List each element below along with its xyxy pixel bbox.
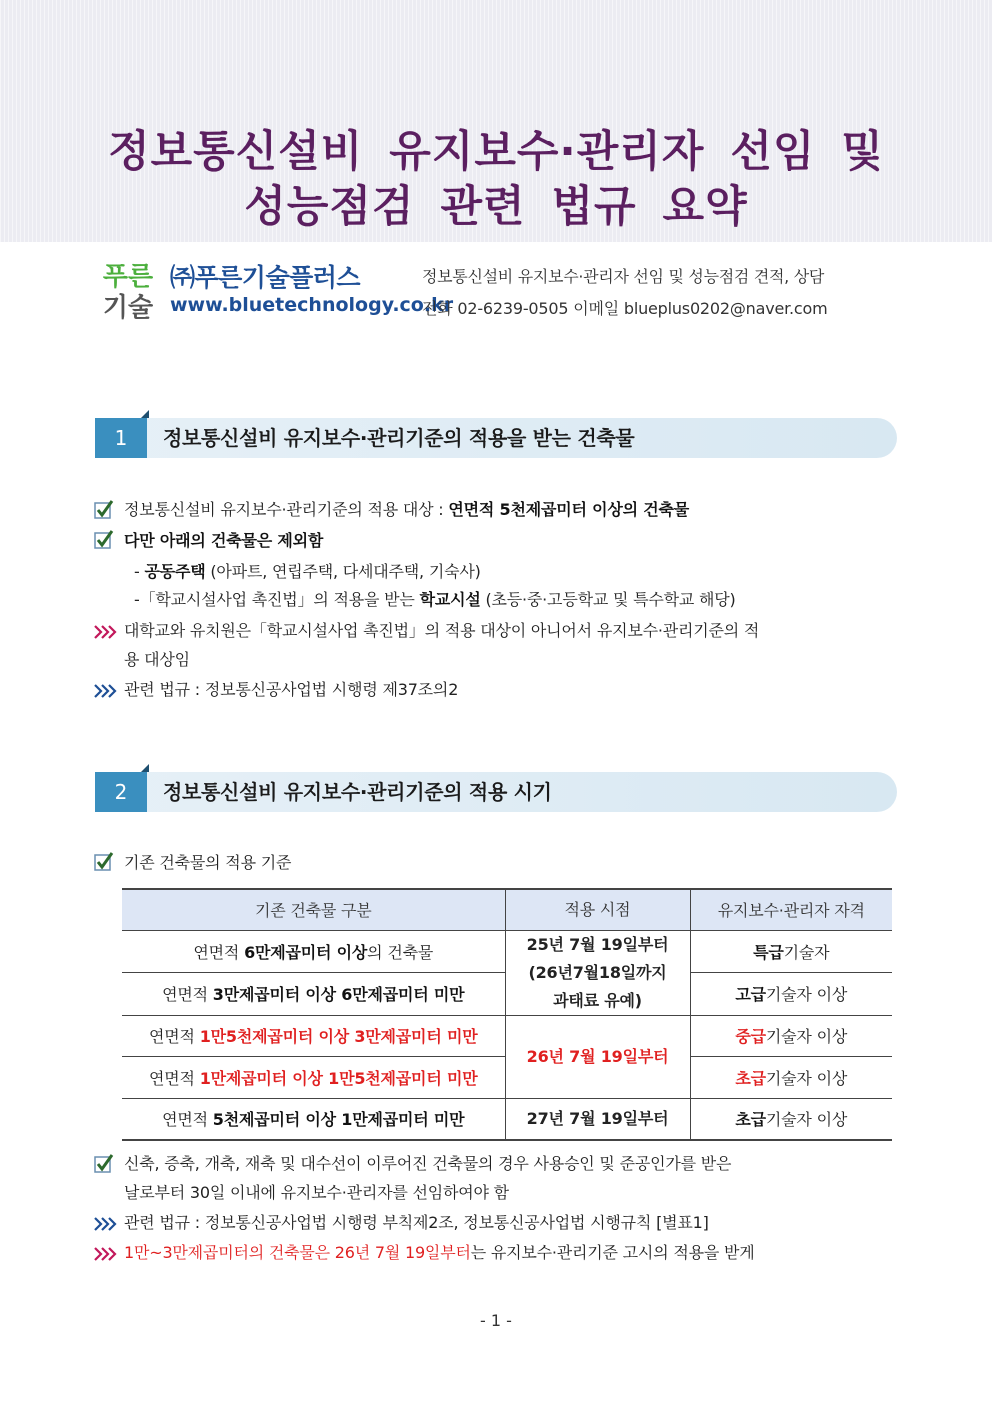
triple-chevron-icon <box>94 684 118 698</box>
application-timing-table <box>122 888 892 1141</box>
timing-1-line-1: 25년 7월 19일부터 <box>526 934 669 954</box>
qualification-cell: 초급기술자 이상 <box>690 1098 892 1140</box>
applicability-value: 연면적 5천제곱미터 이상의 건축물 <box>448 500 690 519</box>
note-university-line-1: 대학교와 유치원은「학교시설사업 촉진법」의 적용 대상이 아니어서 유지보수·관리기준의 적 <box>124 621 760 640</box>
timing-cell <box>505 930 690 1015</box>
note-university-line-2: 용 대상임 <box>124 650 190 669</box>
checkbox-icon <box>94 1154 114 1174</box>
qualification-cell: 중급기술자 이상 <box>690 1015 892 1057</box>
logo-text-top: 푸른 <box>102 262 154 292</box>
table-header-qualification: 유지보수·관리자 자격 <box>690 889 892 930</box>
exclusion-item: 다만 아래의 건축물은 제외함 <box>124 531 324 550</box>
bullet-dash: - <box>134 562 145 581</box>
triple-chevron-icon <box>94 1217 118 1231</box>
building-category-cell: 연면적 1만제곱미터 이상 1만5천제곱미터 미만 <box>122 1057 505 1099</box>
page-number: - 1 - <box>480 1311 512 1330</box>
checkbox-icon <box>94 500 114 520</box>
highlight-note <box>124 1242 755 1264</box>
exclusion-sub-item-2 <box>134 589 736 611</box>
document-title-line-1: 정보통신설비 유지보수·관리자 선임 및 <box>108 127 884 177</box>
new-building-rule-line-2: 날로부터 30일 이내에 유지보수·관리자를 선임하여야 함 <box>124 1183 509 1202</box>
checkbox-icon <box>94 852 114 872</box>
table-row <box>122 1098 892 1140</box>
company-website-link[interactable]: www.bluetechnology.co.kr <box>170 294 454 316</box>
section-1-title: 정보통신설비 유지보수·관리기준의 적용을 받는 건축물 <box>163 426 635 450</box>
highlight-note-rest: 는 유지보수·관리기준 고시의 적용을 받게 <box>470 1243 755 1262</box>
company-logo <box>95 256 161 322</box>
checkbox-icon <box>94 530 114 550</box>
section-flag-decoration <box>141 764 149 772</box>
exclusion-sub-item-1 <box>134 561 481 583</box>
company-name: ㈜푸른기술플러스 <box>170 263 361 292</box>
new-building-rule-line-1: 신축, 증축, 개축, 재축 및 대수선이 이루어진 건축물의 경우 사용승인 및 준공인가를 받은 <box>124 1154 732 1173</box>
logo-text-bottom: 기술 <box>102 293 154 322</box>
applicability-label: 정보통신설비 유지보수·관리기준의 적용 대상 : <box>124 500 449 519</box>
table-row <box>122 930 892 973</box>
company-contact-text: 전화 02-6239-0505 이메일 blueplus0202@naver.com <box>422 299 828 318</box>
timing-1-line-3: 과태료 유예) <box>553 990 642 1010</box>
section-1-header <box>95 418 897 458</box>
related-law-2: 관련 법규 : 정보통신공사업법 시행령 부칙제2조, 정보통신공사업법 시행규칙 [별표1] <box>124 1213 709 1232</box>
table-header-timing: 적용 시점 <box>505 889 690 930</box>
building-category-cell: 연면적 5천제곱미터 이상 1만제곱미터 미만 <box>122 1098 505 1140</box>
table-header-building: 기존 건축물 구분 <box>122 889 505 930</box>
table-intro: 기존 건축물의 적용 기준 <box>124 853 292 872</box>
section-2-number: 2 <box>95 772 147 812</box>
exclusion-school: 학교시설 <box>419 590 481 609</box>
applicability-item <box>124 499 689 521</box>
table-header-row <box>122 889 892 930</box>
timing-cell: 27년 7월 19일부터 <box>505 1098 690 1140</box>
highlight-note-red: 1만~3만제곱미터의 건축물은 26년 7월 19일부터 <box>124 1243 471 1262</box>
qualification-cell: 초급기술자 이상 <box>690 1057 892 1099</box>
section-2-header <box>95 772 897 812</box>
exclusion-school-prefix: -「학교시설사업 촉진법」의 적용을 받는 <box>134 590 420 609</box>
triple-chevron-icon <box>94 625 118 639</box>
exclusion-housing-detail: (아파트, 연립주택, 다세대주택, 기숙사) <box>205 562 481 581</box>
building-category-cell: 연면적 6만제곱미터 이상의 건축물 <box>122 930 505 973</box>
section-1-number: 1 <box>95 418 147 458</box>
timing-cell: 26년 7월 19일부터 <box>505 1015 690 1098</box>
document-title-line-2: 성능점검 관련 법규 요약 <box>244 182 748 232</box>
triple-chevron-icon <box>94 1247 118 1261</box>
exclusion-housing: 공동주택 <box>144 562 206 581</box>
qualification-cell: 특급기술자 <box>690 930 892 973</box>
exclusion-school-detail: (초등·중·고등학교 및 특수학교 해당) <box>480 590 736 609</box>
company-service-text: 정보통신설비 유지보수·관리자 선임 및 성능점검 견적, 상담 <box>422 267 825 286</box>
building-category-cell: 연면적 3만제곱미터 이상 6만제곱미터 미만 <box>122 973 505 1016</box>
section-2-title: 정보통신설비 유지보수·관리기준의 적용 시기 <box>163 780 552 804</box>
qualification-cell: 고급기술자 이상 <box>690 973 892 1016</box>
section-flag-decoration <box>141 410 149 418</box>
timing-1-line-2: (26년7월18일까지 <box>528 962 667 982</box>
related-law-1: 관련 법규 : 정보통신공사업법 시행령 제37조의2 <box>124 680 459 699</box>
table-row <box>122 1015 892 1057</box>
building-category-cell: 연면적 1만5천제곱미터 이상 3만제곱미터 미만 <box>122 1015 505 1057</box>
